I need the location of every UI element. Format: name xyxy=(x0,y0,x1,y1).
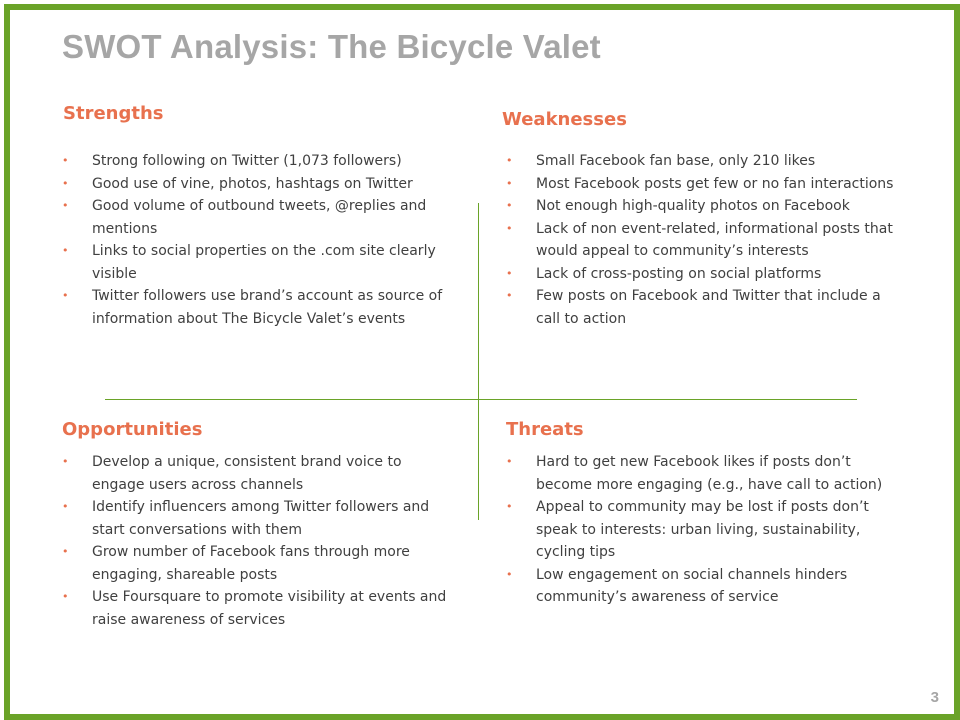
bullet-icon: • xyxy=(506,221,513,235)
bullet-icon: • xyxy=(506,455,513,468)
list-item: • Identify influencers among Twitter followers and start conversations with them xyxy=(62,496,452,541)
list-item: • Lack of cross-posting on social platforms xyxy=(506,263,906,286)
list-item: • Small Facebook fan base, only 210 likes xyxy=(506,150,906,173)
page-number: 3 xyxy=(930,689,939,706)
bullet-icon: • xyxy=(62,455,69,468)
opportunities-heading: Opportunities xyxy=(62,419,203,440)
strengths-heading: Strengths xyxy=(63,103,164,124)
list-item: • Strong following on Twitter (1,073 followers) xyxy=(62,150,447,173)
bullet-icon: • xyxy=(62,500,69,513)
list-item: • Good volume of outbound tweets, @replies and mentions xyxy=(62,195,447,240)
list-item: • Twitter followers use brand’s account as source of information about The Bicycle Valet’s events xyxy=(62,285,447,330)
threats-list xyxy=(506,451,906,609)
bullet-icon: • xyxy=(62,244,69,257)
list-item: • Most Facebook posts get few or no fan interactions xyxy=(506,173,906,196)
horizontal-divider xyxy=(105,399,857,400)
bullet-icon: • xyxy=(506,266,513,280)
opportunities-list xyxy=(62,451,452,631)
list-item: • Appeal to community may be lost if posts don’t speak to interests: urban living, sustainability, cycling tips xyxy=(506,496,906,564)
bullet-icon: • xyxy=(62,590,69,603)
list-item: • Few posts on Facebook and Twitter that include a call to action xyxy=(506,285,906,330)
threats-heading: Threats xyxy=(506,419,584,440)
list-item: • Low engagement on social channels hinders community’s awareness of service xyxy=(506,564,906,609)
list-item: • Links to social properties on the .com site clearly visible xyxy=(62,240,447,285)
list-item: • Not enough high-quality photos on Facebook xyxy=(506,195,906,218)
bullet-icon: • xyxy=(62,199,69,212)
strengths-list xyxy=(62,150,447,330)
list-item: • Use Foursquare to promote visibility at events and raise awareness of services xyxy=(62,586,452,631)
list-item: • Lack of non event-related, informational posts that would appeal to community’s interests xyxy=(506,218,906,263)
bullet-icon: • xyxy=(506,567,513,581)
bullet-icon: • xyxy=(506,500,513,513)
list-item: • Develop a unique, consistent brand voice to engage users across channels xyxy=(62,451,452,496)
bullet-icon: • xyxy=(506,289,513,302)
bullet-icon: • xyxy=(62,154,69,167)
weaknesses-heading: Weaknesses xyxy=(502,109,627,130)
weaknesses-list xyxy=(506,150,906,330)
bullet-icon: • xyxy=(62,176,69,190)
bullet-icon: • xyxy=(62,289,69,302)
list-item: • Hard to get new Facebook likes if posts don’t become more engaging (e.g., have call to action) xyxy=(506,451,906,496)
bullet-icon: • xyxy=(506,154,513,167)
list-item: • Good use of vine, photos, hashtags on Twitter xyxy=(62,173,447,196)
bullet-icon: • xyxy=(506,199,513,212)
list-item: • Grow number of Facebook fans through more engaging, shareable posts xyxy=(62,541,452,586)
bullet-icon: • xyxy=(506,176,513,190)
vertical-divider xyxy=(478,203,479,520)
bullet-icon: • xyxy=(62,545,69,558)
slide-title: SWOT Analysis: The Bicycle Valet xyxy=(62,28,601,65)
